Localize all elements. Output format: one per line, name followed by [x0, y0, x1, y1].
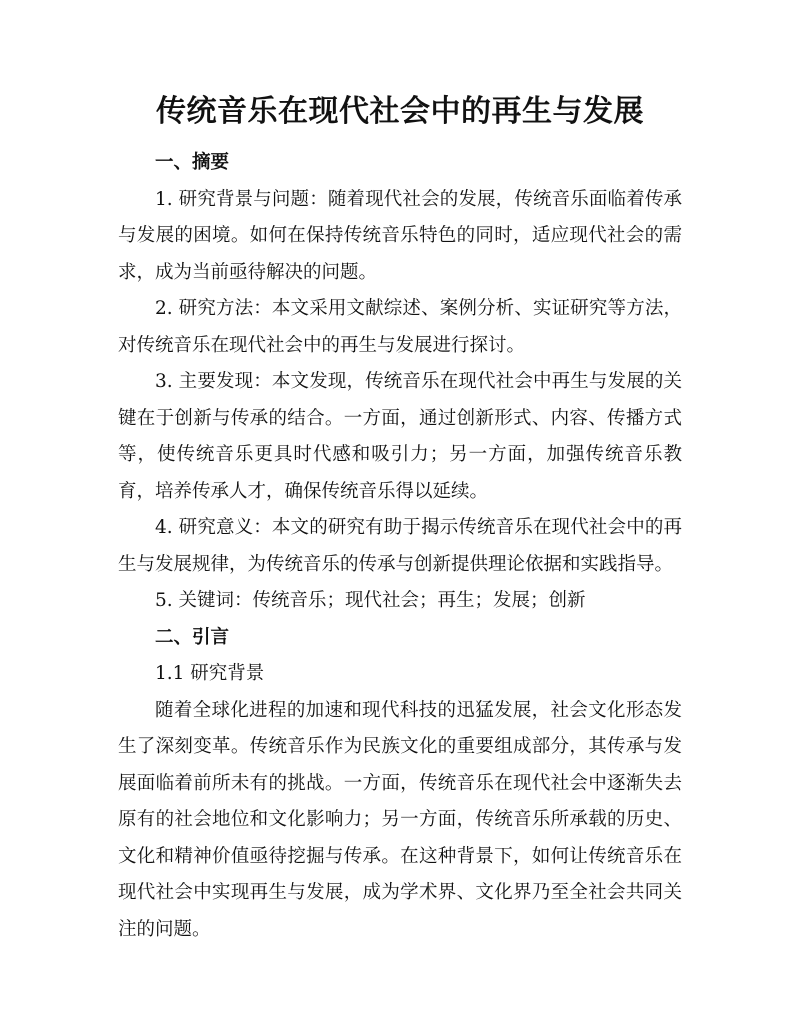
- document-body: [118, 145, 682, 948]
- abstract-item-background: 1. 研究背景与问题：随着现代社会的发展，传统音乐面临着传承与发展的困境。如何在保持传统音乐特色的同时，适应现代社会的需求，成为当前亟待解决的问题。: [118, 188, 682, 283]
- introduction-paragraph: 随着全球化进程的加速和现代科技的迅猛发展，社会文化形态发生了深刻变革。传统音乐作为民族文化的重要组成部分，其传承与发展面临着前所未有的挑战。一方面，传统音乐在现代社会中逐渐失去原有的社会地位和文化影响力；另一方面，传统音乐所承载的历史、文化和精神价值亟待挖掘与传承。在这种背景下，如何让传统音乐在现代社会中实现再生与发展，成为学术界、文化界乃至全社会共同关注的问题。: [118, 699, 682, 940]
- abstract-item-significance: 4. 研究意义：本文的研究有助于揭示传统音乐在现代社会中的再生与发展规律，为传统音乐的传承与创新提供理论依据和实践指导。: [118, 517, 682, 575]
- abstract-item-method: 2. 研究方法：本文采用文献综述、案例分析、实证研究等方法，对传统音乐在现代社会中的再生与发展进行探讨。: [118, 298, 682, 356]
- document-title: 传统音乐在现代社会中的再生与发展: [156, 94, 644, 129]
- abstract-item-findings: 3. 主要发现：本文发现，传统音乐在现代社会中再生与发展的关键在于创新与传承的结合。一方面，通过创新形式、内容、传播方式等，使传统音乐更具时代感和吸引力；另一方面，加强传统音乐教育，培养传承人才，确保传统音乐得以延续。: [118, 371, 682, 502]
- section-heading-abstract: 一、摘要: [155, 152, 230, 173]
- subsection-heading-background: 1.1 研究背景: [155, 663, 265, 684]
- abstract-item-keywords: 5. 关键词：传统音乐；现代社会；再生；发展；创新: [155, 590, 586, 611]
- section-heading-introduction: 二、引言: [155, 626, 230, 648]
